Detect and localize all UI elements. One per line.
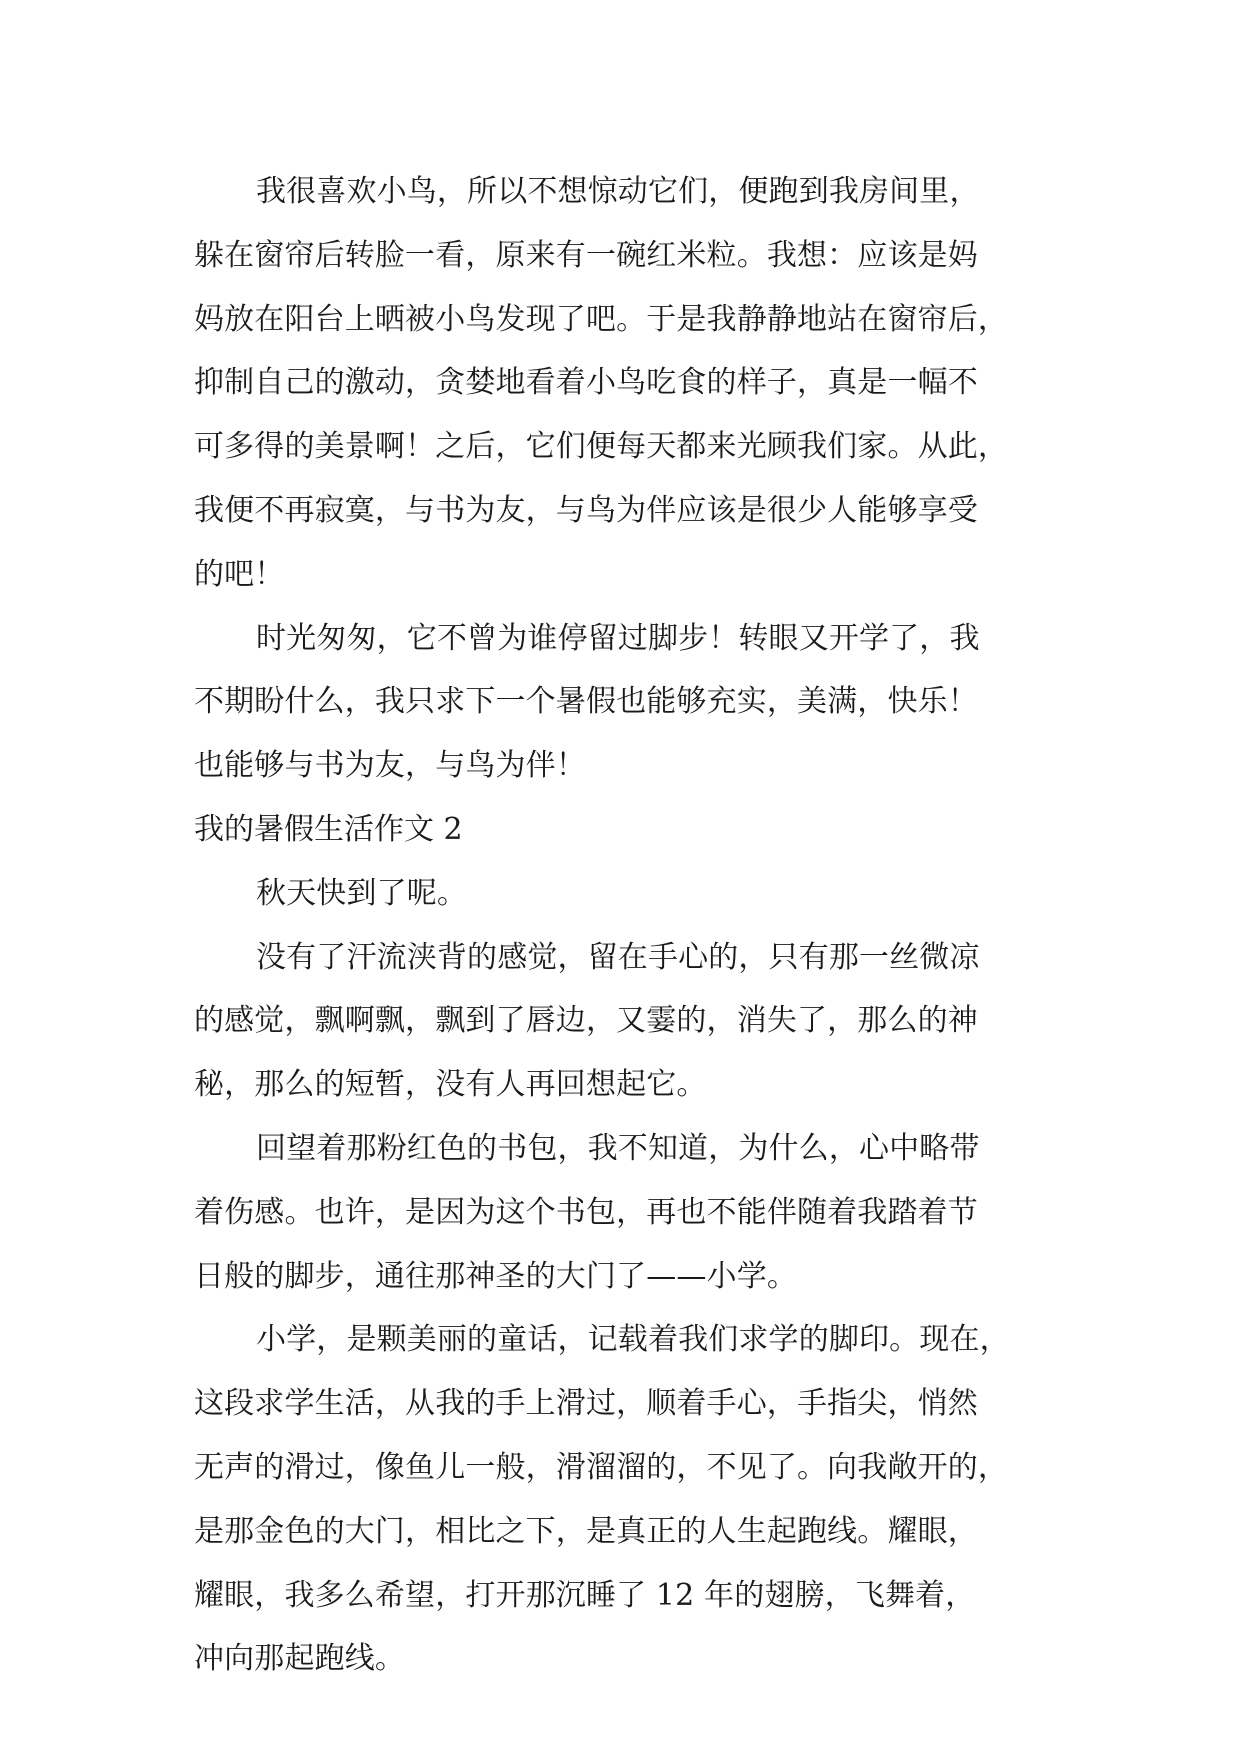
text-line: 没有了汗流浃背的感觉，留在手心的，只有那一丝微凉 [256, 939, 980, 975]
text-line: 小学，是颗美丽的童话，记载着我们求学的脚印。现在， [256, 1322, 1010, 1358]
paragraph [194, 1308, 1094, 1691]
paragraph [194, 607, 1094, 798]
text-line: 日般的脚步，通往那神圣的大门了——小学。 [194, 1258, 797, 1294]
text-line: 无声的滑过，像鱼儿一般，滑溜溜的，不见了。向我敞开的， [194, 1449, 1009, 1485]
text-line: 抑制自己的激动，贪婪地看着小鸟吃食的样子，真是一幅不 [194, 365, 978, 401]
text-line: 的吧！ [194, 556, 285, 592]
text-line: 不期盼什么，我只求下一个暑假也能够充实，美满，快乐！ [194, 684, 978, 720]
text-line: 冲向那起跑线。 [194, 1641, 406, 1677]
text-line: 躲在窗帘后转脸一看，原来有一碗红米粒。我想：应该是妈 [194, 237, 978, 273]
heading-text: 我的暑假生活作文 2 [194, 811, 463, 847]
document-body [194, 160, 1094, 1691]
paragraph [194, 1117, 1094, 1308]
text-line: 也能够与书为友，与鸟为伴！ [194, 748, 586, 784]
text-line: 妈放在阳台上晒被小鸟发现了吧。于是我静静地站在窗帘后， [194, 301, 1009, 337]
text-line: 着伤感。也许，是因为这个书包，再也不能伴随着我踏着节 [194, 1194, 978, 1230]
section-heading [194, 798, 1094, 862]
text-line: 可多得的美景啊！之后，它们便每天都来光顾我们家。从此， [194, 429, 1009, 465]
paragraph [194, 926, 1094, 1117]
paragraph [194, 862, 1094, 926]
text-line: 我便不再寂寞，与书为友，与鸟为伴应该是很少人能够享受 [194, 492, 978, 528]
text-line: 是那金色的大门，相比之下，是真正的人生起跑线。耀眼， [194, 1513, 978, 1549]
text-line: 秋天快到了呢。 [256, 875, 468, 911]
paragraph [194, 160, 1094, 607]
text-line: 秘，那么的短暂，没有人再回想起它。 [194, 1067, 707, 1103]
text-line: 回望着那粉红色的书包，我不知道，为什么，心中略带 [256, 1130, 980, 1166]
text-line: 的感觉，飘啊飘，飘到了唇边，又霎的，消失了，那么的神 [194, 1003, 978, 1039]
text-line: 这段求学生活，从我的手上滑过，顺着手心，手指尖，悄然 [194, 1386, 978, 1422]
text-line: 我很喜欢小鸟，所以不想惊动它们，便跑到我房间里， [256, 174, 980, 209]
text-line: 耀眼，我多么希望，打开那沉睡了 12 年的翅膀，飞舞着， [194, 1577, 976, 1613]
text-line: 时光匆匆，它不曾为谁停留过脚步！转眼又开学了，我 [256, 620, 980, 656]
